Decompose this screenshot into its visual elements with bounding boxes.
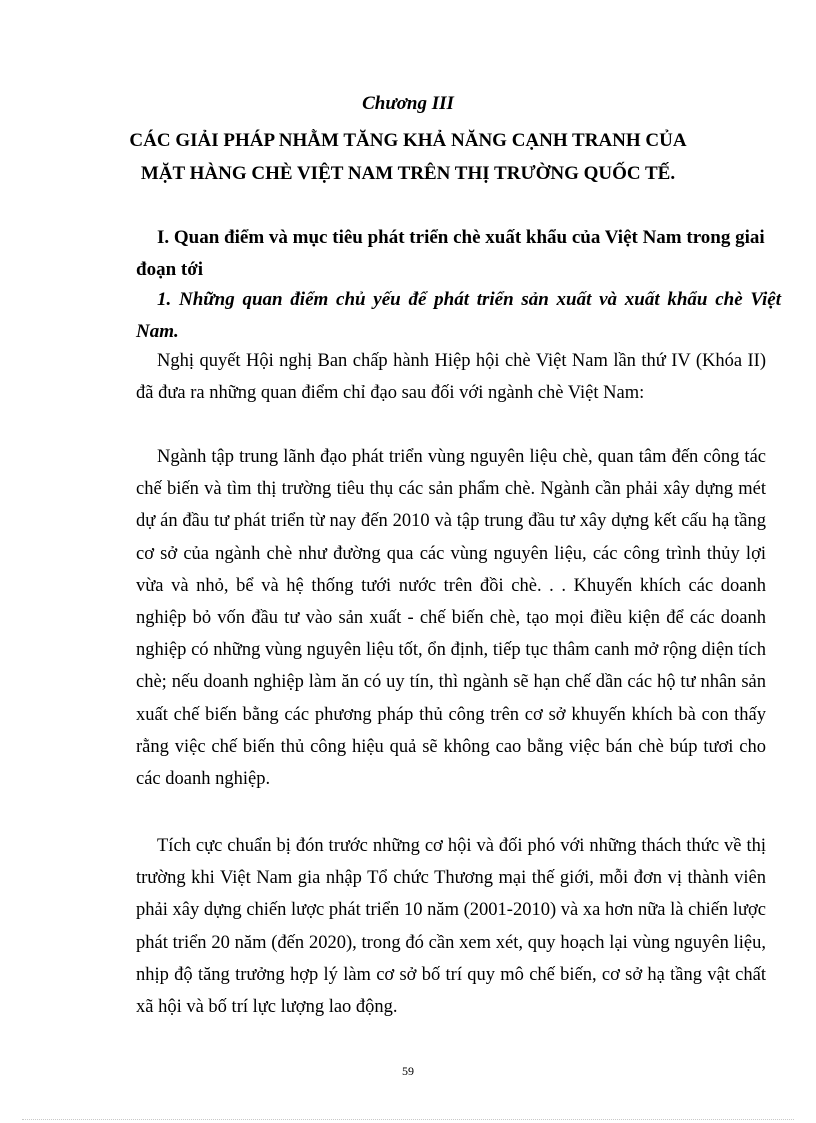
- chapter-title: CÁC GIẢI PHÁP NHẰM TĂNG KHẢ NĂNG CẠNH TRANH CỦA MẶT HÀNG CHÈ VIỆT NAM TRÊN THỊ TRƯỜNG QUỐC TẾ.: [129, 130, 687, 184]
- body-paragraph: Nghị quyết Hội nghị Ban chấp hành Hiệp hội chè Việt Nam lần thứ IV (Khóa II) đã đưa ra những quan điểm chỉ đạo sau đối với ngành chè Việt Nam:: [136, 351, 766, 404]
- body-paragraph: Ngành tập trung lãnh đạo phát triển vùng nguyên liệu chè, quan tâm đến công tác chế biến và tìm thị trường tiêu thụ các sản phẩm chè. Ngành cần phải xây dựng mét dự án đầu tư phát triển từ nay đến 2010 và tập trung đầu tư xây dựng kết cấu hạ tầng cơ sở của ngành chè như đường qua các vùng nguyên liệu, các công trình thủy lợi vừa và nhỏ, bể và hệ thống tưới nước trên đồi chè. . . Khuyến khích các doanh nghiệp bỏ vốn đầu tư vào sản xuất - chế biến chè, tạo mọi điều kiện để các doanh nghiệp có những vùng nguyên liệu tốt, ổn định, tiếp tục thâm canh mở rộng diện tích chè; nếu doanh nghiệp làm ăn có uy tín, thì ngành sẽ hạn chế dần các hộ tư nhân sản xuất chế biến bằng các phương pháp thủ công trên cơ sở khuyến khích bà con thấy rằng việc chế biến thủ công hiệu quả sẽ không cao bằng việc bán chè búp tươi cho các doanh nghiệp.: [136, 447, 766, 790]
- section-title: I. Quan điểm và mục tiêu phát triển chè xuất khẩu của Việt Nam trong giai đoạn tới: [136, 227, 765, 280]
- subsection-title: 1. Những quan điểm chủ yếu để phát triển sản xuất và xuất khẩu chè Việt Nam.: [136, 289, 781, 342]
- page-number: 59: [402, 1064, 414, 1078]
- body-paragraph: Tích cực chuẩn bị đón trước những cơ hội và đối phó với những thách thức về thị trường khi Việt Nam gia nhập Tổ chức Thương mại thế giới, mỗi đơn vị thành viên phải xây dựng chiến lược phát triển 10 năm (2001-2010) và xa hơn nữa là chiến lược phát triển 20 năm (đến 2020), trong đó cần xem xét, quy hoạch lại vùng nguyên liệu, nhịp độ tăng trưởng hợp lý làm cơ sở bố trí quy mô chế biến, cơ sở hạ tầng vật chất xã hội và bố trí lực lượng lao động.: [136, 836, 766, 1018]
- page-divider: [22, 1119, 794, 1120]
- chapter-label: Chương III: [362, 93, 454, 114]
